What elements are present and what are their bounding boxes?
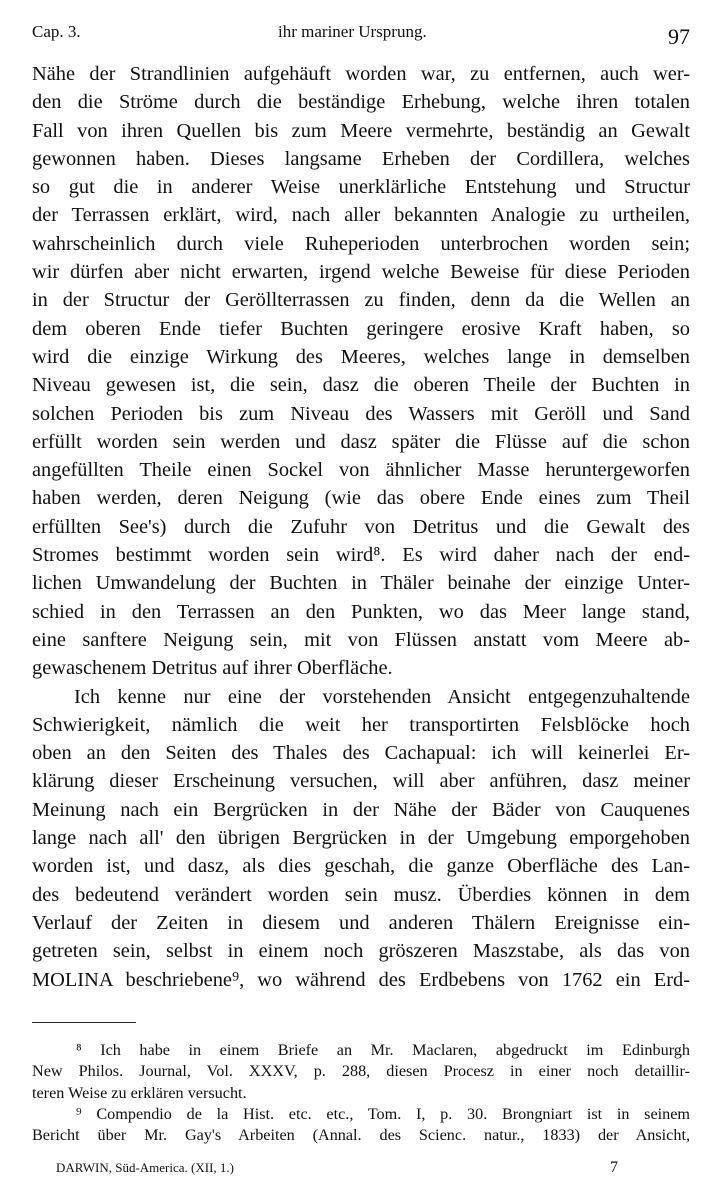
text-line: schied in den Terrassen an den Punkten, wo das Meer lange stand, [32,600,690,623]
text-line: Verlauf der Zeiten in diesem und anderen Thälern Ereignisse ein- [32,911,690,934]
text-line: eine sanftere Neigung sein, mit von Flüssen anstatt vom Meere ab- [32,628,690,651]
text-line: lichen Umwandelung der Buchten in Thäler beinahe der einzige Unter- [32,572,690,595]
text-line: Nähe der Strandlinien aufgehäuft worden war, zu entfernen, auch wer- [32,63,690,85]
text-line: Fall von ihren Quellen bis zum Meere vermehrte, beständig an Gewalt [32,119,690,142]
paragraph-1 [32,60,690,683]
text-line: gewaschenem Detritus auf ihrer Oberfläche. [32,657,393,680]
footnote-line: Bericht über Mr. Gay's Arbeiten (Annal. des Scienc. natur., 1833) der Ansicht, [32,1126,690,1145]
chapter-label: Cap. 3. [32,22,81,41]
text-line: erfüllten See's) durch die Zufuhr von Detritus und die Gewalt des [32,515,690,538]
text-line: des bedeutend verändert worden sein musz. Überdies können in dem [32,883,690,906]
footnote-divider [32,1022,136,1023]
text-line: Meinung nach ein Bergrücken in der Nähe der Bäder von Cauquenes [32,798,690,821]
text-line: getreten sein, selbst in einem noch gröszeren Maszstabe, als das von [32,940,690,963]
text-line: Ich kenne nur eine der vorstehenden Ansicht entgegenzuhaltende [74,685,690,708]
text-line: so gut die in anderer Weise unerklärliche Entstehung und Structur [32,176,690,199]
text-line: Stromes bestimmt worden sein wird⁸. Es wird daher nach der end- [32,544,690,567]
printer-signature: DARWIN, Süd-America. (XII, 1.) [56,1160,234,1175]
text-line: wir dürfen aber nicht erwarten, irgend welche Beweise für diese Perioden [32,261,690,284]
text-line: Schwierigkeit, nämlich die weit her transportirten Felsblöcke hoch [32,713,690,736]
signature-number: 7 [610,1159,618,1176]
running-title: ihr mariner Ursprung. [278,22,427,41]
text-line: worden ist, und dasz, als dies geschah, die ganze Oberfläche des Lan- [32,855,690,878]
paragraph-2 [32,683,690,994]
text-line: klärung dieser Erscheinung versuchen, will aber anführen, dasz meiner [32,770,690,793]
page-number: 97 [668,24,690,49]
text-line: in der Structur der Geröllterrassen zu finden, denn da die Wellen an [32,289,690,312]
text-line: wird die einzige Wirkung des Meeres, welches lange in demselben [32,345,690,368]
footnotes [32,1040,690,1146]
text-line: Niveau gewesen ist, die sein, dasz die oberen Theile der Buchten in [32,374,690,397]
text-line: den die Ströme durch die beständige Erhebung, welche ihren totalen [32,91,690,114]
text-line: erfüllt worden sein werden und dasz später die Flüsse auf die schon [32,430,690,453]
footnote-line: teren Weise zu erklären versucht. [32,1083,247,1102]
text-line: solchen Perioden bis zum Niveau des Wassers mit Geröll und Sand [32,402,690,425]
text-line: haben werden, deren Neigung (wie das obere Ende eines zum Theil [32,487,690,510]
text-line: MOLINA beschriebene⁹, wo während des Erdbebens von 1762 ein Erd- [32,968,690,991]
running-head [32,18,690,48]
text-line: dem oberen Ende tiefer Buchten geringere erosive Kraft haben, so [32,317,690,340]
footnote-line: New Philos. Journal, Vol. XXXV, p. 288, diesen Procesz in einer noch detaillir- [32,1062,690,1081]
text-line: wahrscheinlich durch viele Ruheperioden unterbrochen worden sein; [32,232,690,255]
text-line: gewonnen haben. Dieses langsame Erheben der Cordillera, welches [32,147,690,170]
main-text [32,60,690,994]
text-line: angefüllten Theile einen Sockel von ähnlicher Masse heruntergeworfen [32,459,690,482]
footnote-line: ⁹ Compendio de la Hist. etc. etc., Tom. I, p. 30. Brongniart ist in seinem [76,1104,690,1123]
text-line: der Terrassen erklärt, wird, nach aller bekannten Analogie zu urtheilen, [32,204,690,227]
signature-footer [56,1160,618,1182]
text-line: lange nach all' den übrigen Bergrücken in der Umgebung emporgehoben [32,827,690,850]
footnote-line: ⁸ Ich habe in einem Briefe an Mr. Maclaren, abgedruckt im Edinburgh [76,1041,690,1059]
text-line: oben an den Seiten des Thales des Cachapual: ich will keinerlei Er- [32,742,690,765]
